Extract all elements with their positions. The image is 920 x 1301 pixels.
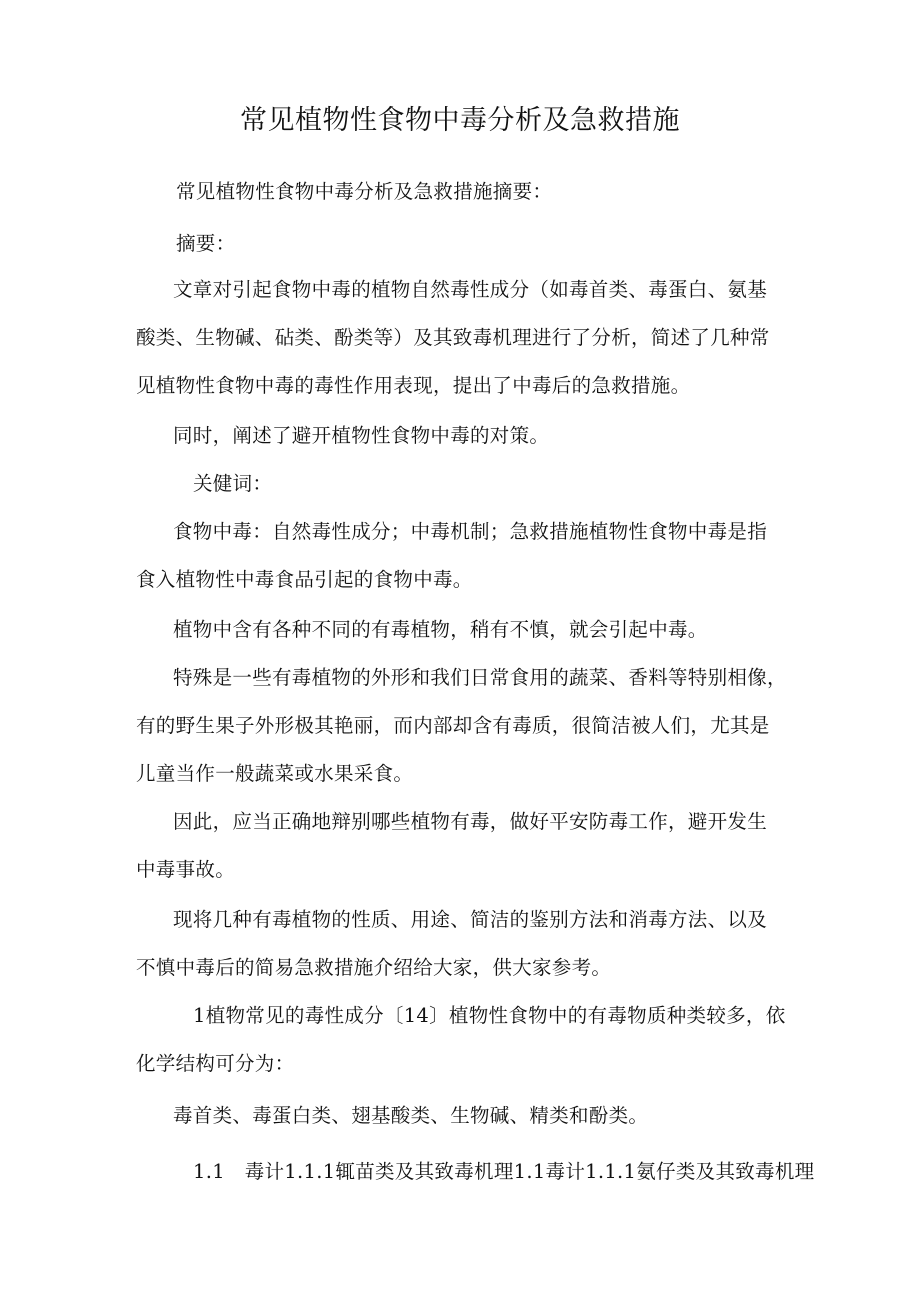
abstract-heading: 常见植物性食物中毒分析及急救措施摘要： [176, 180, 553, 203]
paragraph-line: 不慎中毒后的简易急救措施介绍给大家，供大家参考。 [136, 956, 612, 979]
paragraph-line: 毒首类、毒蛋白类、翅基酸类、生物碱、精类和酚类。 [173, 1104, 649, 1127]
paragraph-line: 中毒事故。 [136, 858, 236, 881]
subsection-heading: 1.1 毒计1.1.1辄苗类及其致毒机理1.1毒计1.1.1氨仔类及其致毒机理 [193, 1160, 815, 1183]
paragraph-line: 植物中含有各种不同的有毒植物，稍有不慎，就会引起中毒。 [173, 618, 708, 641]
section-heading: 1植物常见的毒性成分〔14〕植物性食物中的有毒物质种类较多，依 [193, 1004, 786, 1027]
paragraph-line: 化学结构可分为： [136, 1052, 295, 1075]
paragraph-line: 食物中毒：自然毒性成分；中毒机制；急救措施植物性食物中毒是指 [173, 520, 768, 543]
paragraph-line: 有的野生果子外形极其艳丽，而内部却含有毒质，很简洁被人们，尤其是 [136, 714, 770, 737]
document-title: 常见植物性食物中毒分析及急救措施 [240, 105, 680, 136]
paragraph-line: 儿童当作一般蔬菜或水果采食。 [136, 762, 414, 785]
paragraph-line: 食入植物性中毒食品引起的食物中毒。 [136, 568, 473, 591]
paragraph-line: 酸类、生物碱、砧类、酚类等）及其致毒机理进行了分析，简述了几种常 [136, 326, 770, 349]
keywords-label: 关健词： [193, 472, 273, 495]
paragraph-line: 文章对引起食物中毒的植物自然毒性成分（如毒首类、毒蛋白、氨基 [173, 278, 768, 301]
paragraph-line: 特殊是一些有毒植物的外形和我们日常食用的蔬菜、香料等特别相像， [173, 666, 787, 689]
abstract-label: 摘要： [176, 232, 236, 255]
paragraph-line: 现将几种有毒植物的性质、用途、简洁的鉴别方法和消毒方法、以及 [173, 908, 768, 931]
paragraph-line: 同时，阐述了避开植物性食物中毒的对策。 [173, 424, 550, 447]
paragraph-line: 见植物性食物中毒的毒性作用表现，提出了中毒后的急救措施。 [136, 374, 691, 397]
paragraph-line: 因此，应当正确地辩别哪些植物有毒，做好平安防毒工作，避开发生 [173, 810, 768, 833]
